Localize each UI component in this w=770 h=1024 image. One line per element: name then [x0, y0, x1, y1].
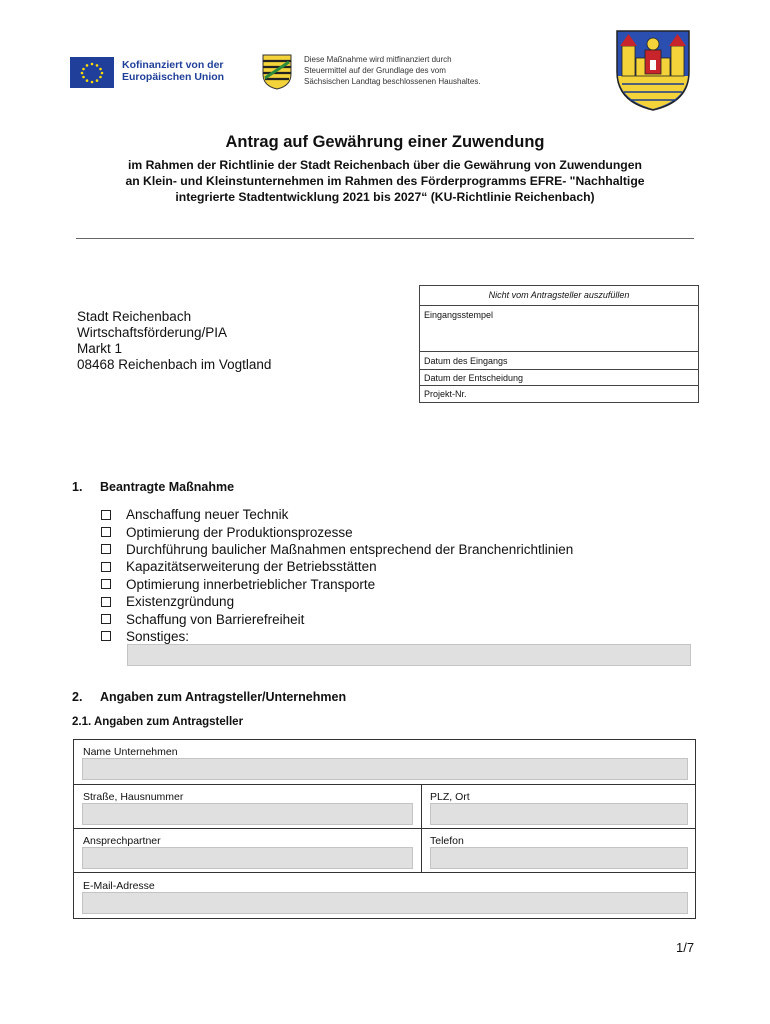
eu-cofinanced-label: Kofinanziert von der Europäischen Union [122, 59, 225, 83]
section-2-1-heading: 2.1. Angaben zum Antragsteller [72, 716, 244, 728]
option-new-technology[interactable]: Anschaffung neuer Technik [101, 506, 573, 523]
measure-checklist [101, 506, 573, 645]
page-number: 1/7 [676, 940, 695, 955]
checkbox[interactable] [101, 527, 111, 537]
option-construction-measures[interactable]: Durchführung baulicher Maßnahmen entsprechend der Branchenrichtlinien [101, 541, 573, 558]
checkbox[interactable] [101, 597, 111, 607]
section-2-heading: 2. Angaben zum Antragsteller/Unternehmen [72, 690, 347, 704]
separator-line [76, 238, 694, 239]
option-production-processes[interactable]: Optimierung der Produktionsprozesse [101, 523, 573, 540]
section-1-heading: 1. Beantragte Maßnahme [72, 480, 235, 494]
date-received-field: Datum des Eingangs [420, 351, 698, 369]
contact-person-input[interactable] [82, 847, 413, 869]
receipt-stamp-field: Eingangsstempel [420, 305, 698, 351]
option-business-startup[interactable]: Existenzgründung [101, 593, 573, 610]
checkbox[interactable] [101, 631, 111, 641]
option-other[interactable]: Sonstiges: [101, 628, 573, 645]
office-use-header: Nicht vom Antragsteller auszufüllen [488, 290, 630, 300]
checkbox[interactable] [101, 562, 111, 572]
recipient-address: Stadt Reichenbach Wirtschaftsförderung/PIA Markt 1 08468 Reichenbach im Vogtland [77, 309, 272, 372]
saxony-coat-of-arms-icon [262, 54, 292, 90]
zip-city-input[interactable] [430, 803, 688, 825]
form-title: Antrag auf Gewährung einer Zuwendung [225, 133, 545, 151]
saxony-funding-note: Diese Maßnahme wird mitfinanziert durch Steuermittel auf der Grundlage des vom Sächsischen Landtag beschlossenen Haushaltes. [304, 55, 481, 86]
phone-input[interactable] [430, 847, 688, 869]
checkbox[interactable] [101, 544, 111, 554]
email-label: E-Mail-Adresse [83, 880, 155, 892]
option-accessibility[interactable]: Schaffung von Barrierefreiheit [101, 610, 573, 627]
street-label: Straße, Hausnummer [83, 791, 184, 803]
checkbox[interactable] [101, 510, 111, 520]
checkbox[interactable] [101, 579, 111, 589]
office-use-box [419, 285, 699, 403]
company-name-label: Name Unternehmen [83, 746, 178, 758]
email-input[interactable] [82, 892, 688, 914]
zip-city-label: PLZ, Ort [430, 791, 470, 803]
company-name-input[interactable] [82, 758, 688, 780]
contact-person-label: Ansprechpartner [83, 835, 161, 847]
eu-flag-icon [70, 57, 114, 88]
option-internal-transport[interactable]: Optimierung innerbetrieblicher Transporte [101, 576, 573, 593]
project-number-field: Projekt-Nr. [420, 385, 698, 402]
applicant-details-table [73, 739, 696, 919]
form-subtitle: im Rahmen der Richtlinie der Stadt Reichenbach über die Gewährung von Zuwendungen an Klein- und Kleinstunternehmen im Rahmen des Förderprogramms EFRE- "Nachhaltige integrierte Stadtentwicklung 2021 bis 2027“ (KU-Richtlinie Reichenbach) [125, 158, 645, 204]
phone-label: Telefon [430, 835, 464, 847]
date-decision-field: Datum der Entscheidung [420, 369, 698, 385]
checkbox[interactable] [101, 614, 111, 624]
option-capacity-expansion[interactable]: Kapazitätserweiterung der Betriebsstätten [101, 558, 573, 575]
street-input[interactable] [82, 803, 413, 825]
other-measure-input[interactable] [127, 644, 691, 666]
reichenbach-coat-of-arms-icon [614, 28, 692, 112]
